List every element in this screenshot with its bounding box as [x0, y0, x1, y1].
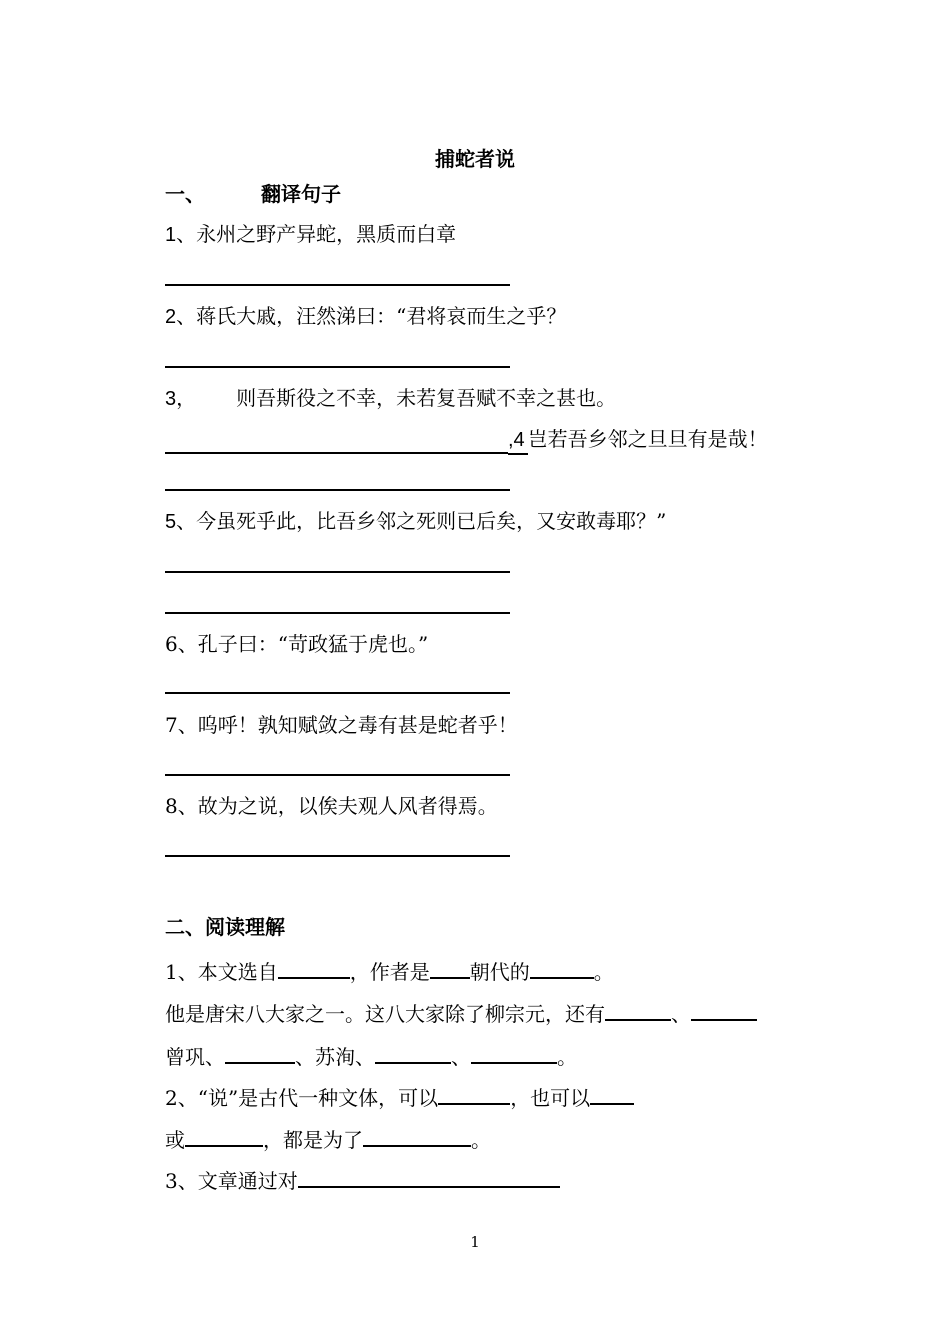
- question-2-line-2: [165, 1123, 491, 1153]
- sentence-3: [165, 385, 616, 412]
- sentence-6-text: 、孔子曰：“苛政猛于虎也。”: [177, 632, 429, 656]
- answer-line-3[interactable]: [165, 426, 508, 454]
- page-title: 捕蛇者说: [435, 147, 515, 171]
- sentence-3-text: 则吾斯役之不幸，未若复吾赋不幸之甚也。: [236, 386, 617, 410]
- blank-master-4[interactable]: [375, 1040, 451, 1064]
- question-1-line-3-d: 。: [557, 1045, 577, 1069]
- sentence-8: [165, 793, 498, 819]
- question-2-line-2-a: 或: [165, 1128, 185, 1152]
- answer-line-7[interactable]: [165, 774, 510, 776]
- question-2-text-b: ，也可以: [510, 1086, 591, 1110]
- blank-master-1[interactable]: [605, 997, 671, 1021]
- blank-master-3[interactable]: [225, 1040, 295, 1064]
- sentence-8-num: 8: [165, 794, 178, 818]
- sentence-3-comma: ，: [176, 386, 197, 410]
- question-1-text-a: 1、本文选自: [165, 960, 278, 984]
- blank-genre-1[interactable]: [438, 1081, 510, 1105]
- question-2-line-2-b: ，都是为了: [263, 1128, 363, 1152]
- sentence-4-text: 岂若吾乡邻之旦旦有是哉！: [527, 427, 768, 451]
- sentence-2: [165, 303, 566, 330]
- blank-question-3[interactable]: [298, 1164, 560, 1188]
- sentence-5: [165, 508, 666, 535]
- question-1-text-d: 。: [593, 960, 614, 984]
- blank-source[interactable]: [278, 955, 350, 979]
- sentence-7: [165, 712, 518, 738]
- question-3-line-1: [165, 1164, 560, 1194]
- question-1-line-2-text: 他是唐宋八大家之一。这八大家除了柳宗元，还有: [165, 1002, 605, 1026]
- question-3-text-a: 3、文章通过对: [165, 1169, 298, 1193]
- sentence-7-num: 7: [165, 713, 178, 737]
- question-1-line-3: [165, 1040, 577, 1070]
- page-number: 1: [470, 1233, 480, 1251]
- sentence-2-num: 2: [165, 306, 177, 328]
- blank-author[interactable]: [530, 955, 594, 979]
- sentence-8-text: 、故为之说，以俟夫观人风者得焉。: [177, 794, 498, 818]
- sentence-4: [165, 426, 768, 455]
- blank-dynasty[interactable]: [430, 955, 470, 979]
- sentence-2-text: 、蒋氏大戚，汪然涕曰：“君将哀而生之乎？: [176, 304, 567, 328]
- section1-heading-text: 翻译句子: [261, 182, 341, 206]
- question-2-text-a: 2、“说”是古代一种文体，可以: [165, 1086, 439, 1110]
- section2-heading: 二、阅读理解: [165, 915, 285, 939]
- answer-line-1[interactable]: [165, 284, 510, 286]
- sentence-6: [165, 631, 428, 657]
- answer-line-6[interactable]: [165, 692, 510, 694]
- answer-line-5b[interactable]: [165, 612, 510, 614]
- question-1-line-3-c: 、: [451, 1045, 471, 1069]
- question-1-text-c: 朝代的: [469, 960, 530, 984]
- blank-purpose[interactable]: [363, 1123, 471, 1147]
- section1-heading: [165, 181, 341, 207]
- blank-genre-2[interactable]: [590, 1081, 634, 1105]
- sentence-7-text: 、呜呼！孰知赋敛之毒有甚是蛇者乎！: [177, 713, 518, 737]
- sentence-3-num: 3: [165, 388, 177, 410]
- answer-line-4[interactable]: [165, 489, 510, 491]
- question-1-line-3-b: 、苏洵、: [295, 1045, 375, 1069]
- sentence-6-num: 6: [165, 632, 178, 656]
- answer-line-8[interactable]: [165, 855, 510, 857]
- question-1-line-2: [165, 997, 757, 1027]
- sentence-5-text: 、今虽死乎此，比吾乡邻之死则已后矣，又安敢毒耶？”: [176, 509, 667, 533]
- answer-line-5a[interactable]: [165, 571, 510, 573]
- section1-heading-num: 一、: [165, 182, 205, 206]
- blank-master-2[interactable]: [691, 997, 757, 1021]
- sentence-1-num: 1: [165, 224, 177, 246]
- answer-line-2[interactable]: [165, 366, 510, 368]
- sentence-1-text: 、永州之野产异蛇，黑质而白章: [176, 222, 457, 246]
- question-1-sep: 、: [671, 1002, 691, 1026]
- blank-master-5[interactable]: [471, 1040, 557, 1064]
- sentence-4-num: ,4: [508, 427, 528, 455]
- question-2-line-1: [165, 1081, 634, 1111]
- sentence-1: [165, 221, 456, 248]
- blank-genre-3[interactable]: [185, 1123, 263, 1147]
- sentence-5-num: 5: [165, 511, 177, 533]
- question-1-line-3-a: 曾巩、: [165, 1045, 225, 1069]
- question-1-line-1: [165, 955, 614, 985]
- question-1-text-b: ，作者是: [349, 960, 430, 984]
- question-2-line-2-c: 。: [471, 1128, 491, 1152]
